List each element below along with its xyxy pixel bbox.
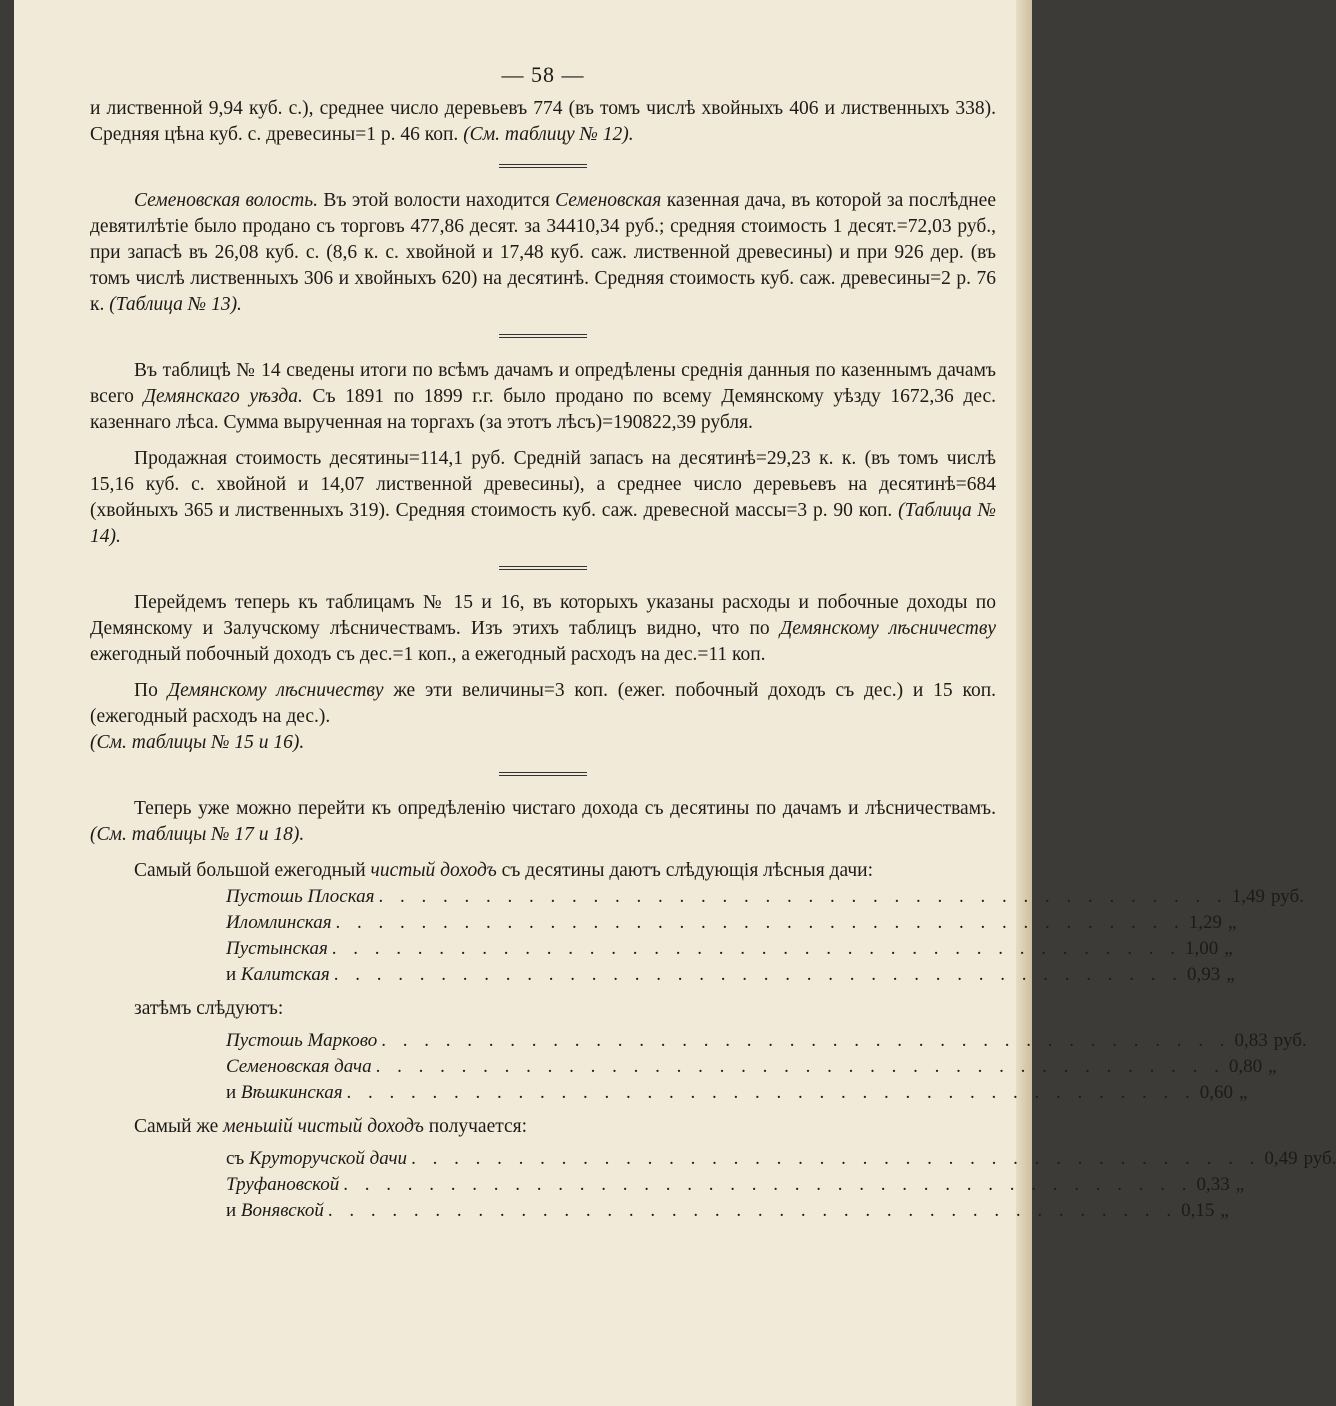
paragraph-table14 <box>90 358 996 436</box>
text-run: По <box>134 680 168 701</box>
text-run: Самый большой ежегодный <box>134 860 371 881</box>
income-unit: руб. <box>1270 886 1304 907</box>
paragraph-tables-15-16 <box>90 590 996 668</box>
name-text: Пустошь Плоская <box>226 886 375 907</box>
text-run: же эти величины=3 коп. (ежег. побочный доходъ съ дес.) и 15 коп. (ежегодный расходъ на дес.). <box>90 680 997 727</box>
name-prefix: съ <box>226 1148 250 1169</box>
list-item <box>226 1080 1248 1106</box>
list-item <box>226 1146 1336 1172</box>
forest-dacha-name <box>226 910 332 936</box>
text-run: Самый же <box>134 1116 224 1137</box>
list-item <box>226 962 1235 988</box>
forest-dacha-name <box>226 936 328 962</box>
income-value: 0,33 <box>1196 1174 1230 1195</box>
forest-dacha-name <box>226 1080 343 1106</box>
leader-dots: . . . . . . . . . . . . . . . . . . . . . . . . . . . . . . . . . . . . . . . . <box>375 1056 1225 1077</box>
forest-dacha-name <box>226 884 374 910</box>
section-divider <box>499 164 587 168</box>
name-text: Вонявской <box>240 1200 324 1221</box>
income-list-smallest <box>226 1146 1336 1224</box>
table-reference: (Таблица № 14). <box>90 500 997 547</box>
list-item <box>226 1172 1245 1198</box>
paragraph-sale-value <box>90 446 996 550</box>
text-run: Перейдемъ теперь къ таблицамъ № 15 и 16, въ которыхъ указаны расходы и побочные доходы по Демянскому и Залучскому лѣсничествамъ. Изъ этихъ таблицъ видно, что по <box>90 592 996 639</box>
income-value: 0,60 <box>1199 1082 1234 1103</box>
income-unit: „ <box>1220 1200 1229 1221</box>
forest-dacha-name <box>226 962 330 988</box>
name-text: Круторучской дачи <box>249 1148 408 1169</box>
income-value: 0,83 <box>1234 1030 1268 1051</box>
leader-dots: . . . . . . . . . . . . . . . . . . . . . . . . . . . . . . . . . . . . . . . . <box>335 912 1185 933</box>
leader-dots: . . . . . . . . . . . . . . . . . . . . . . . . . . . . . . . . . . . . . . . . <box>378 886 1228 907</box>
text-run: ежегодный побочный доходъ съ дес.=1 коп., а ежегодный расходъ на дес.=11 коп. <box>90 644 766 665</box>
list-item <box>226 1028 1307 1054</box>
list-item <box>226 1054 1277 1080</box>
section-lead: Семеновская волость. <box>134 190 319 211</box>
name-text: Семеновская дача <box>226 1056 372 1077</box>
income-unit: „ <box>1228 912 1237 933</box>
page-content <box>90 62 1336 1224</box>
leader-dots: . . . . . . . . . . . . . . . . . . . . . . . . . . . . . . . . . . . . . . . . <box>346 1082 1196 1103</box>
income-list-next <box>226 1028 1307 1106</box>
income-value: 0,49 <box>1264 1148 1298 1169</box>
income-value: 0,93 <box>1186 964 1221 985</box>
table-reference-line: (См. таблицы № 15 и 16). <box>90 732 305 753</box>
leader-dots: . . . . . . . . . . . . . . . . . . . . . . . . . . . . . . . . . . . . . . . . <box>331 938 1182 959</box>
forest-dacha-name <box>226 1028 377 1054</box>
leader-dots: . . . . . . . . . . . . . . . . . . . . . . . . . . . . . . . . . . . . . . . . <box>333 964 1183 985</box>
income-unit: „ <box>1239 1082 1248 1103</box>
income-value: 0,15 <box>1181 1200 1215 1221</box>
income-unit: „ <box>1235 1174 1245 1195</box>
table-reference: (Таблица № 13). <box>109 294 242 315</box>
paragraph-1-text: и лиственной 9,94 куб. с.), среднее число деревьевъ 774 (въ томъ числѣ хвойныхъ 406 и лиственныхъ 338). Средняя цѣна куб. с. древесины=1 р. 46 коп. <box>90 98 996 145</box>
italic-term: чистый доходъ <box>370 860 497 881</box>
text-run: съ десятины даютъ слѣдующiя лѣсныя дачи: <box>496 860 873 881</box>
name-text: Вѣшкинская <box>240 1082 343 1103</box>
income-list-largest <box>226 884 1304 988</box>
text-run: Продажная стоимость десятины=114,1 руб. Среднiй запасъ на десятинѣ=29,23 к. к. (въ томъ числѣ 15,16 куб. с. хвойной и 14,07 лиственной древесины), а среднее число деревьевъ на десятинѣ=684 (хвойныхъ 365 и лиственныхъ 319). Средняя стоимость куб. саж. древесной массы=3 р. 90 коп. <box>90 448 996 521</box>
text-run: получается: <box>423 1116 528 1137</box>
name-text: Иломлинская <box>226 912 332 933</box>
forest-dacha-name <box>226 1198 324 1224</box>
text-run: Въ таблицѣ № 14 сведены итоги по всѣмъ дачамъ и опредѣлены среднія данныя по казеннымъ дачамъ всего <box>90 360 996 407</box>
list-item <box>226 910 1237 936</box>
paragraph-semenovskaya <box>90 188 996 318</box>
book-page <box>14 0 1336 1406</box>
forest-dacha-name <box>226 1146 407 1172</box>
text-run: казенная дача, въ которой за послѣднее девятилѣтіе было продано съ торговъ 477,86 десят. за 34410,34 руб.; средняя стоимость 1 десят.=72,03 руб., при запасѣ въ 26,08 куб. с. (8,6 к. с. хвойной и 17,48 куб. саж. лиственной древесины) и при 926 дер. (въ томъ числѣ лиственныхъ 306 и хвойныхъ 620) на десятинѣ. Средняя стоимость куб. саж. древесины=2 р. 76 к. <box>90 190 996 315</box>
forest-dacha-name <box>226 1054 372 1080</box>
income-unit: „ <box>1226 964 1235 985</box>
list-item <box>226 884 1304 910</box>
list-item <box>226 936 1233 962</box>
income-value: 1,00 <box>1185 938 1219 959</box>
name-text: Калитская <box>240 964 330 985</box>
income-unit: руб. <box>1273 1030 1307 1051</box>
forest-dacha-name <box>226 1172 339 1198</box>
name-text: Пустынская <box>226 938 328 959</box>
paragraph-largest-income <box>90 858 996 884</box>
paragraph-1 <box>90 96 996 148</box>
text-run: Теперь уже можно перейти къ опредѣленiю чистаго дохода съ десятины по дачамъ и лѣсничествамъ. <box>134 798 996 819</box>
italic-term: Демянскаго уѣзда. <box>143 386 303 407</box>
page-number: — 58 — <box>501 62 585 87</box>
name-text: Пустошь Марково <box>226 1030 378 1051</box>
italic-term: Демянскому лѣсничеству <box>779 618 997 639</box>
name-prefix: и <box>226 1200 241 1221</box>
list-item <box>226 1198 1229 1224</box>
leader-dots: . . . . . . . . . . . . . . . . . . . . . . . . . . . . . . . . . . . . . . . . <box>343 1174 1193 1195</box>
leader-dots: . . . . . . . . . . . . . . . . . . . . . . . . . . . . . . . . . . . . . . . . <box>381 1030 1231 1051</box>
income-unit: „ <box>1224 938 1233 959</box>
paragraph-values <box>90 678 996 730</box>
text-run: Въ этой волости находится <box>318 190 556 211</box>
table-reference: (См. таблицу № 12). <box>463 124 634 145</box>
section-divider <box>499 772 587 776</box>
income-unit: руб. <box>1303 1148 1336 1169</box>
income-unit: „ <box>1268 1056 1277 1077</box>
income-value: 1,29 <box>1188 912 1223 933</box>
table-reference: (См. таблицы № 17 и 18). <box>90 824 305 845</box>
italic-term: Семеновская <box>555 190 662 211</box>
list-label: затѣмъ слѣдуютъ: <box>134 998 284 1019</box>
name-prefix: и <box>226 1082 241 1103</box>
income-value: 0,80 <box>1228 1056 1263 1077</box>
income-value: 1,49 <box>1231 886 1265 907</box>
paragraph-net-income <box>90 796 996 848</box>
name-prefix: и <box>226 964 241 985</box>
section-divider <box>499 566 587 570</box>
leader-dots: . . . . . . . . . . . . . . . . . . . . . . . . . . . . . . . . . . . . . . . . <box>411 1148 1261 1169</box>
list-label <box>134 1114 996 1140</box>
leader-dots: . . . . . . . . . . . . . . . . . . . . . . . . . . . . . . . . . . . . . . . . <box>327 1200 1178 1221</box>
section-divider <box>499 334 587 338</box>
italic-term: меньшiй чистый доходъ <box>223 1116 424 1137</box>
italic-term: Демянскому лѣсничеству <box>167 680 384 701</box>
text-run: Съ 1891 по 1899 г.г. было продано по всему Демянскому уѣзду 1672,36 дес. казеннаго лѣса. Сумма вырученная на торгахъ (за этотъ лѣсъ)=190822,39 рубля. <box>90 386 996 433</box>
name-text: Труфановской <box>226 1174 340 1195</box>
